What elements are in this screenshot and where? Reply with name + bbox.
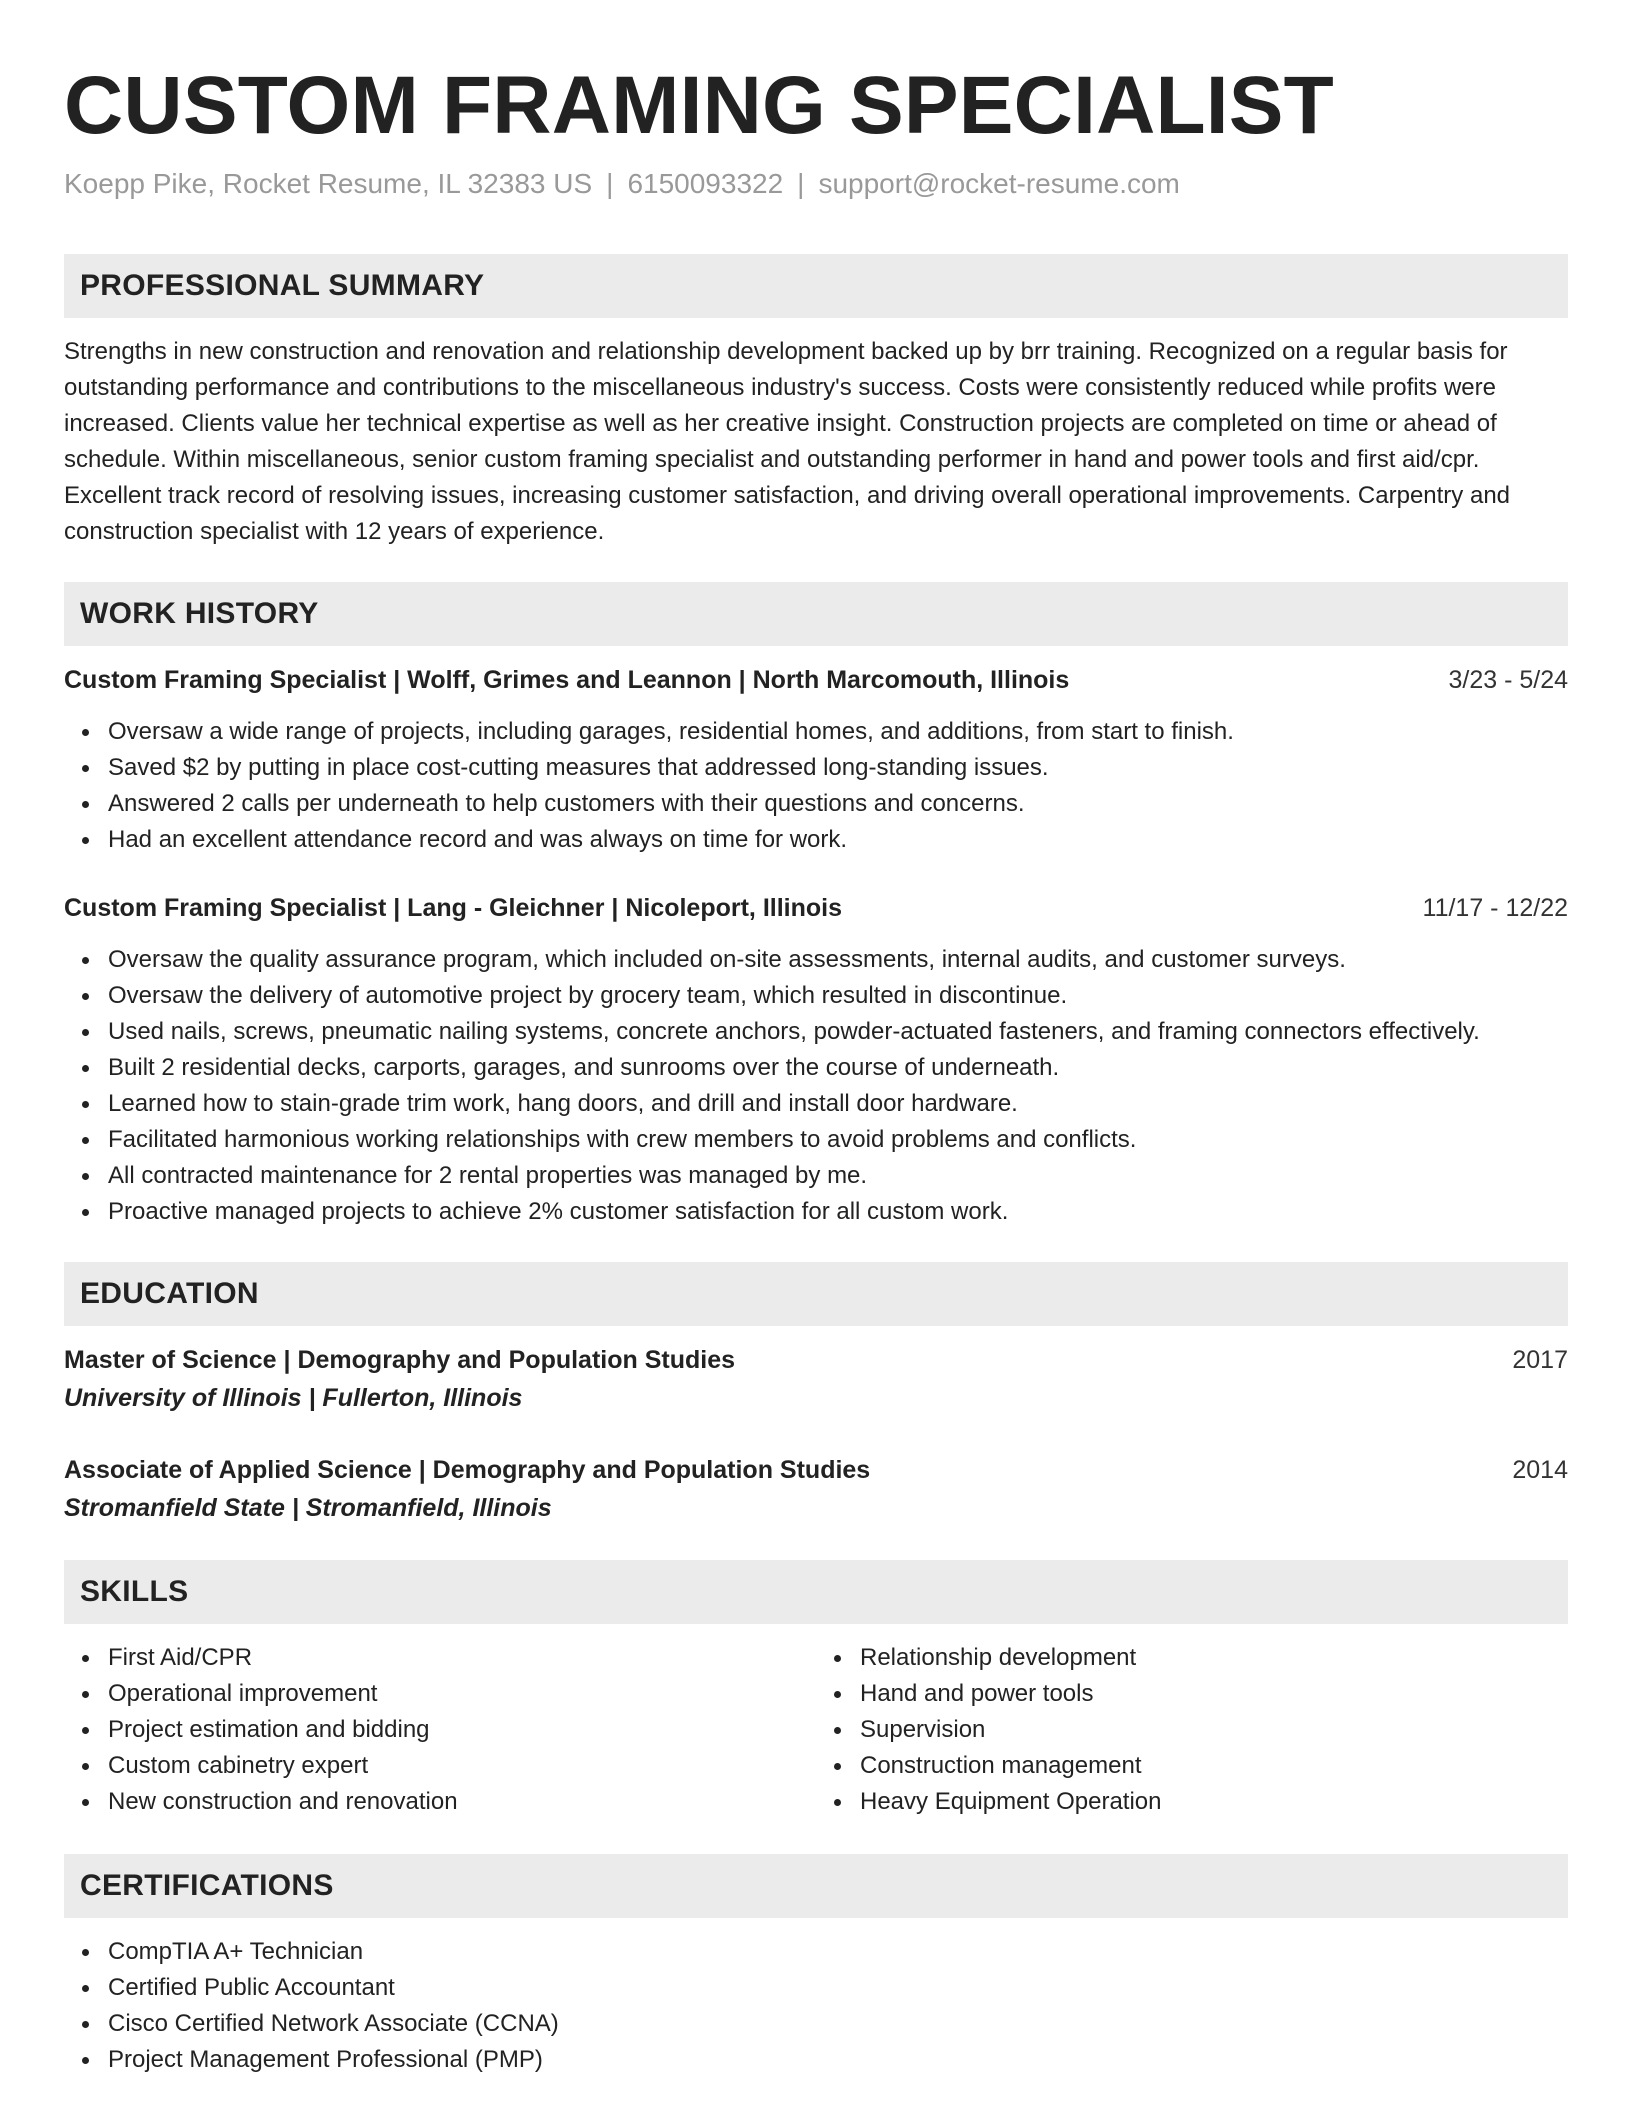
job-entry [64, 890, 1568, 1230]
list-item: Oversaw a wide range of projects, including garages, residential homes, and additions, from start to finish. [64, 714, 1568, 750]
job-bullets [64, 942, 1568, 1230]
education-header [64, 1342, 1568, 1378]
education-degree: Master of Science | Demography and Population Studies [64, 1346, 736, 1374]
job-bullets [64, 714, 1568, 858]
list-item: Built 2 residential decks, carports, garages, and sunrooms over the course of underneath. [64, 1050, 1568, 1086]
list-item: Construction management [816, 1748, 1568, 1784]
list-item: Proactive managed projects to achieve 2% customer satisfaction for all custom work. [64, 1194, 1568, 1230]
job-dates: 3/23 - 5/24 [1448, 666, 1568, 694]
job-header [64, 662, 1568, 698]
contact-separator: | [797, 168, 805, 199]
list-item: All contracted maintenance for 2 rental properties was managed by me. [64, 1158, 1568, 1194]
job-header [64, 890, 1568, 926]
list-item: Operational improvement [64, 1676, 816, 1712]
education-entry [64, 1452, 1568, 1526]
education-year: 2014 [1512, 1456, 1568, 1484]
education-year: 2017 [1512, 1346, 1568, 1374]
list-item: Supervision [816, 1712, 1568, 1748]
list-item: Facilitated harmonious working relationships with crew members to avoid problems and conflicts. [64, 1122, 1568, 1158]
job-title: Custom Framing Specialist | Lang - Gleichner | Nicoleport, Illinois [64, 894, 843, 922]
list-item: Cisco Certified Network Associate (CCNA) [64, 2006, 1568, 2042]
list-item: Oversaw the quality assurance program, which included on-site assessments, internal audits, and customer surveys. [64, 942, 1568, 978]
list-item: Project Management Professional (PMP) [64, 2042, 1568, 2078]
list-item: Oversaw the delivery of automotive project by grocery team, which resulted in discontinue. [64, 978, 1568, 1014]
contact-email: support@rocket-resume.com [818, 168, 1180, 199]
contact-address: Koepp Pike, Rocket Resume, IL 32383 US [64, 168, 593, 199]
section-heading-work-history: WORK HISTORY [64, 582, 1568, 646]
education-degree: Associate of Applied Science | Demography and Population Studies [64, 1456, 871, 1484]
list-item: Answered 2 calls per underneath to help customers with their questions and concerns. [64, 786, 1568, 822]
skills-column-left [64, 1640, 816, 1820]
section-heading-education: EDUCATION [64, 1262, 1568, 1326]
list-item: New construction and renovation [64, 1784, 816, 1820]
list-item: CompTIA A+ Technician [64, 1934, 1568, 1970]
education-header [64, 1452, 1568, 1488]
section-heading-summary: PROFESSIONAL SUMMARY [64, 254, 1568, 318]
list-item: Relationship development [816, 1640, 1568, 1676]
contact-line [64, 166, 1568, 202]
list-item: Project estimation and bidding [64, 1712, 816, 1748]
skills-grid [64, 1640, 1568, 1820]
list-item: Hand and power tools [816, 1676, 1568, 1712]
summary-text: Strengths in new construction and renovation and relationship development backed up by brr training. Recognized on a regular basis for outstanding performance and contributions to the miscellaneous industry's success. Costs were consistently reduced while profits were increased. Clients value her technical expertise as well as her creative insight. Construction projects are completed on time or ahead of schedule. Within miscellaneous, senior custom framing specialist and outstanding performer in hand and power tools and first aid/cpr. Excellent track record of resolving issues, increasing customer satisfaction, and driving overall operational improvements. Carpentry and construction specialist with 12 years of experience. [64, 338, 1511, 545]
list-item: Learned how to stain-grade trim work, hang doors, and drill and install door hardware. [64, 1086, 1568, 1122]
list-item: Certified Public Accountant [64, 1970, 1568, 2006]
education-school: Stromanfield State | Stromanfield, Illinois [64, 1494, 552, 1522]
list-item: First Aid/CPR [64, 1640, 816, 1676]
certifications-list [64, 1934, 1568, 2078]
skills-column-right [816, 1640, 1568, 1820]
contact-separator: | [606, 168, 614, 199]
resume-name: CUSTOM FRAMING SPECIALIST [64, 60, 1334, 151]
list-item: Custom cabinetry expert [64, 1748, 816, 1784]
job-dates: 11/17 - 12/22 [1422, 894, 1568, 922]
list-item: Saved $2 by putting in place cost-cutting measures that addressed long-standing issues. [64, 750, 1568, 786]
section-heading-skills: SKILLS [64, 1560, 1568, 1624]
job-title: Custom Framing Specialist | Wolff, Grimes and Leannon | North Marcomouth, Illinois [64, 666, 1070, 694]
section-heading-certifications: CERTIFICATIONS [64, 1854, 1568, 1918]
education-entry [64, 1342, 1568, 1416]
job-entry [64, 662, 1568, 858]
education-school: University of Illinois | Fullerton, Illinois [64, 1384, 523, 1412]
contact-phone: 6150093322 [627, 168, 784, 199]
list-item: Had an excellent attendance record and was always on time for work. [64, 822, 1568, 858]
list-item: Used nails, screws, pneumatic nailing systems, concrete anchors, powder-actuated fasteners, and framing connectors effectively. [64, 1014, 1568, 1050]
list-item: Heavy Equipment Operation [816, 1784, 1568, 1820]
